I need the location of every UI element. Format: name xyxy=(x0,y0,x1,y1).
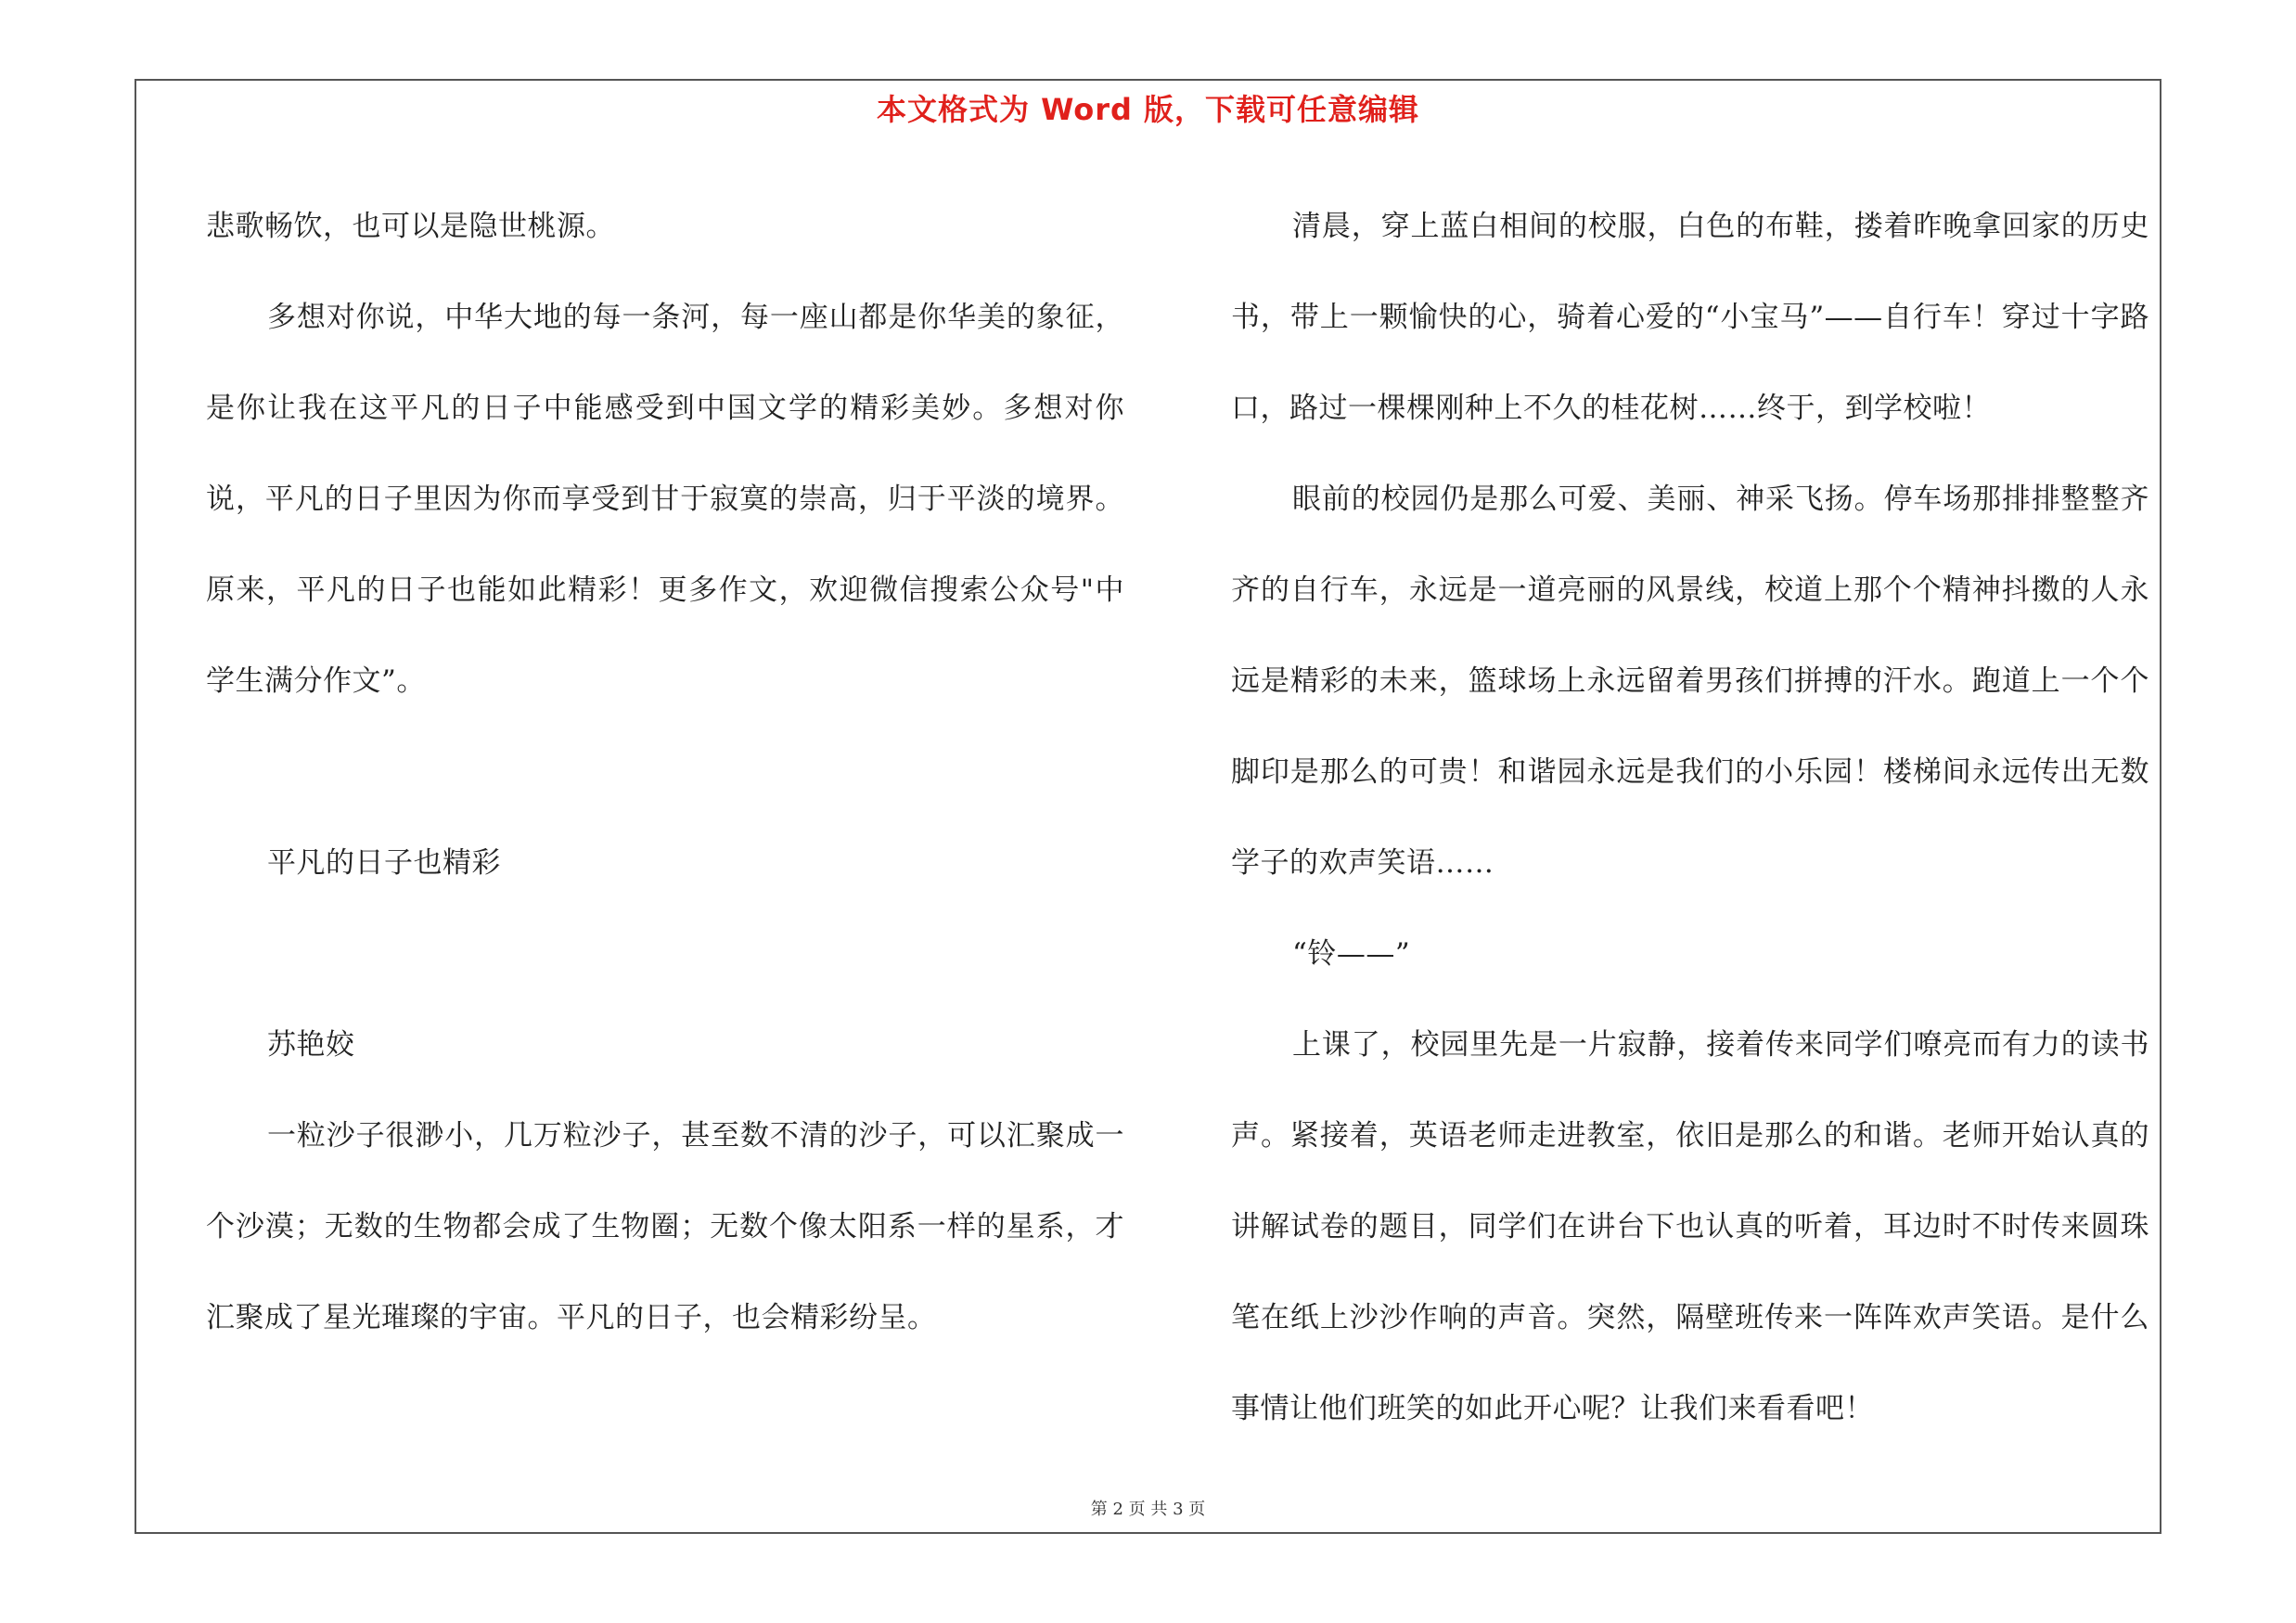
format-notice-banner: 本文格式为 Word 版，下载可任意编辑 xyxy=(876,92,1420,127)
paragraph: 清晨，穿上蓝白相间的校服，白色的布鞋，搂着昨晚拿回家的历史书，带上一颗愉快的心，骑着心爱的“小宝马”——自行车！穿过十字路口，路过一棵棵刚种上不久的桂花树……终于，到学校啦！ xyxy=(1231,210,2149,425)
paragraph: “铃——” xyxy=(1292,937,1411,971)
paragraph: 一粒沙子很渺小，几万粒沙子，甚至数不清的沙子，可以汇聚成一个沙漠；无数的生物都会成了生物圈；无数个像太阳系一样的星系，才汇聚成了星光璀璨的宇宙。平凡的日子，也会精彩纷呈。 xyxy=(206,1119,1124,1334)
article-title: 平凡的日子也精彩 xyxy=(267,846,501,880)
blank-line xyxy=(206,908,1124,999)
paragraph: 悲歌畅饮，也可以是隐世桃源。 xyxy=(206,210,615,243)
blank-line xyxy=(206,727,1124,818)
paragraph: 眼前的校园仍是那么可爱、美丽、神采飞扬。停车场那排排整整齐齐的自行车，永远是一道亮丽的风景线，校道上那个个精神抖擞的人永远是精彩的未来，篮球场上永远留着男孩们拼搏的汗水。跑道上一个个脚印是那么的可贵！和谐园永远是我们的小乐园！楼梯间永远传出无数学子的欢声笑语…… xyxy=(1231,483,2149,880)
right-column xyxy=(1231,181,2149,1454)
paragraph: 上课了，校园里先是一片寂静，接着传来同学们嘹亮而有力的读书声。紧接着，英语老师走进教室，依旧是那么的和谐。老师开始认真的讲解试卷的题目，同学们在讲台下也认真的听着，耳边时不时传来圆珠笔在纸上沙沙作响的声音。突然，隔壁班传来一阵阵欢声笑语。是什么事情让他们班笑的如此开心呢？让我们来看看吧！ xyxy=(1231,1028,2149,1425)
page-number-footer: 第 2 页 共 3 页 xyxy=(1090,1500,1206,1519)
paragraph: 多想对你说，中华大地的每一条河，每一座山都是你华美的象征，是你让我在这平凡的日子中能感受到中国文学的精彩美妙。多想对你说，平凡的日子里因为你而享受到甘于寂寞的崇高，归于平淡的境界。原来，平凡的日子也能如此精彩！更多作文，欢迎微信搜索公众号"中学生满分作文”。 xyxy=(206,301,1124,698)
author-name: 苏艳姣 xyxy=(267,1028,355,1062)
left-column xyxy=(206,181,1124,1363)
